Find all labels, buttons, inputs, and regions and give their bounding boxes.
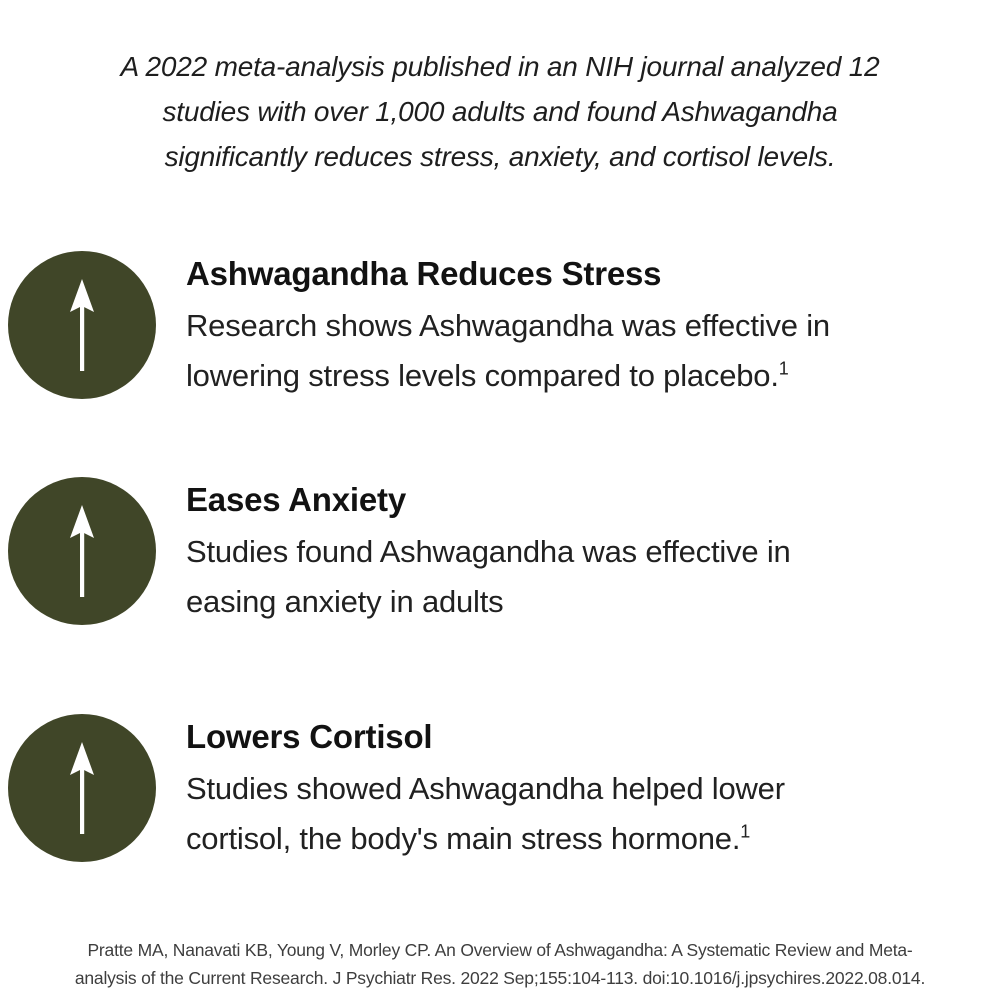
benefit-row-reduces-stress	[8, 251, 830, 401]
intro-paragraph	[0, 44, 1000, 179]
benefit-text-block	[186, 251, 830, 401]
citation-line: analysis of the Current Research. J Psychiatr Res. 2022 Sep;155:104-113. doi:10.1016/j.jpsychires.2022.08.014.	[74, 968, 926, 988]
benefit-text-block	[186, 477, 791, 627]
arrow-up-icon	[8, 714, 156, 862]
citation-line: Pratte MA, Nanavati KB, Young V, Morley CP. An Overview of Ashwagandha: A Systematic Review and Meta-	[87, 940, 913, 960]
benefit-description-line: lowering stress levels compared to placebo.	[186, 358, 779, 393]
citation	[0, 936, 1000, 992]
benefit-text-block	[186, 714, 785, 864]
benefit-title: Ashwagandha Reduces Stress	[186, 255, 662, 292]
arrow-up-icon	[8, 251, 156, 399]
benefit-row-eases-anxiety	[8, 477, 791, 627]
benefit-description	[186, 764, 785, 864]
benefit-description-line: Research shows Ashwagandha was effective in	[186, 308, 830, 343]
footnote-marker: 1	[778, 358, 789, 379]
intro-line: studies with over 1,000 adults and found Ashwagandha	[162, 96, 838, 127]
benefit-description-line: cortisol, the body's main stress hormone.	[186, 821, 741, 856]
intro-line: significantly reduces stress, anxiety, and cortisol levels.	[164, 141, 836, 172]
benefit-description-line: Studies showed Ashwagandha helped lower	[186, 771, 785, 806]
benefit-description-line: Studies found Ashwagandha was effective in	[186, 534, 791, 569]
benefit-description-line: easing anxiety in adults	[186, 584, 504, 619]
benefit-row-lowers-cortisol	[8, 714, 785, 864]
benefit-title: Lowers Cortisol	[186, 718, 433, 755]
footnote-marker: 1	[740, 821, 751, 842]
benefit-description	[186, 301, 830, 401]
intro-line: A 2022 meta-analysis published in an NIH journal analyzed 12	[120, 51, 880, 82]
arrow-up-icon	[8, 477, 156, 625]
benefit-description	[186, 527, 791, 627]
benefit-title: Eases Anxiety	[186, 481, 406, 518]
